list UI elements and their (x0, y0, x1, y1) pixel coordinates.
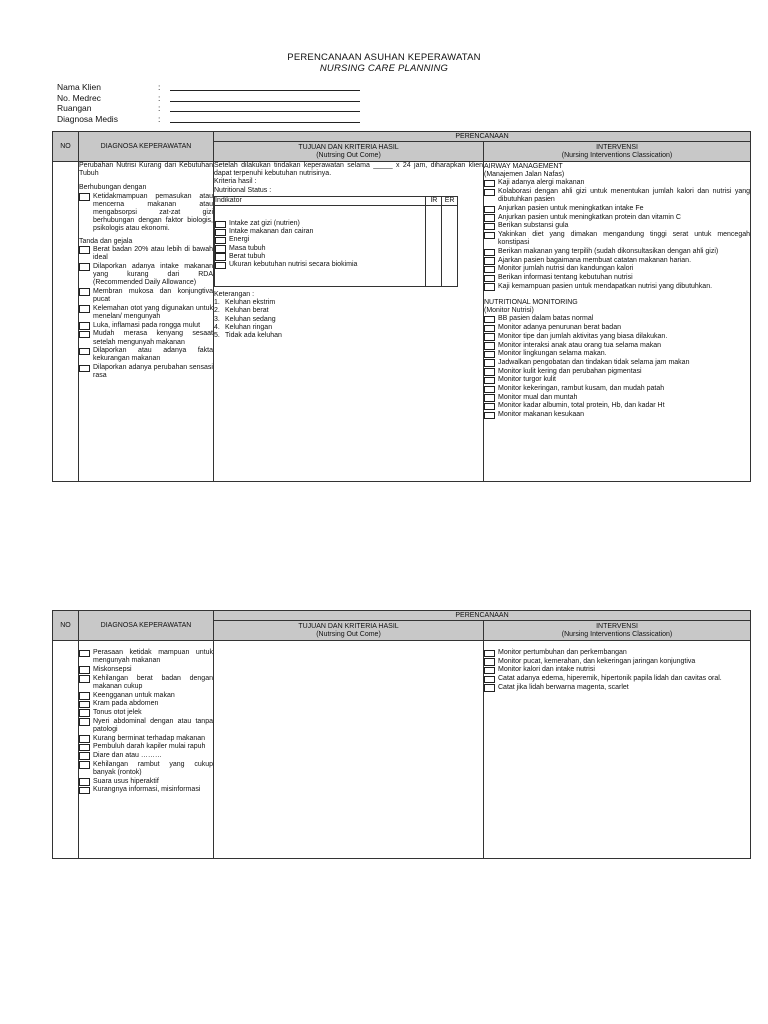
checkbox-item[interactable] (484, 368, 750, 376)
checkbox[interactable] (484, 232, 495, 240)
cell-diagnosa (79, 162, 214, 482)
checkbox-label: Tonus otot jelek (93, 708, 142, 716)
checkbox-item[interactable] (79, 778, 213, 786)
checkbox[interactable] (484, 223, 495, 231)
checkbox[interactable] (79, 718, 90, 726)
checkbox-item[interactable] (79, 246, 213, 262)
indicator-label: Intake makanan dan cairan (229, 228, 314, 236)
keterangan-text: Keluhan ekstrim (225, 299, 276, 307)
checkbox[interactable] (484, 342, 495, 350)
header-intervensi (484, 142, 751, 162)
checkbox-item[interactable] (484, 675, 750, 683)
checkbox-label: Kurang berminat terhadap makanan (93, 734, 206, 742)
checkbox[interactable] (484, 667, 495, 675)
checkbox-item[interactable] (79, 649, 213, 665)
checkbox[interactable] (484, 359, 495, 367)
checkbox[interactable] (484, 684, 495, 692)
checkbox[interactable] (484, 266, 495, 274)
checkbox-item[interactable] (79, 786, 213, 794)
checkbox-label: Monitor pucat, kemerahan, dan kekeringan jaringan konjungtiva (498, 657, 696, 665)
checkbox[interactable] (79, 288, 90, 296)
patient-field-ruangan (57, 103, 360, 114)
keterangan-list (214, 299, 483, 340)
checkbox-item[interactable] (484, 658, 750, 666)
checkbox[interactable] (484, 386, 495, 394)
checkbox[interactable] (215, 253, 226, 261)
checkbox-item[interactable] (484, 265, 750, 273)
tujuan-intro: Setelah dilakukan tindakan keperawatan selama _____ x 24 jam, diharapkan klien dapat terpenuhi kebutuhan nutrisinya. (214, 162, 483, 178)
indicator-label: Masa tubuh (229, 244, 266, 252)
checkbox-item[interactable] (79, 700, 213, 708)
keterangan-num: 4. (214, 323, 220, 331)
tanda-label: Tanda dan gejala (79, 237, 133, 245)
checkbox[interactable] (484, 377, 495, 385)
keterangan-num: 3. (214, 315, 220, 323)
checkbox[interactable] (484, 214, 495, 222)
checkbox[interactable] (79, 761, 90, 769)
checkbox-item[interactable] (79, 364, 213, 380)
field-label: Diagnosa Medis (57, 113, 118, 124)
checkbox[interactable] (79, 752, 90, 760)
checkbox[interactable] (79, 246, 90, 254)
keterangan-item (214, 299, 483, 307)
checkbox-label: Monitor mual dan muntah (498, 393, 578, 401)
checkbox-label: Anjurkan pasien untuk meningkatkan intake Fe (498, 205, 644, 213)
checkbox-item[interactable] (79, 675, 213, 691)
checkbox[interactable] (79, 666, 90, 674)
ir-header: IR (426, 196, 442, 205)
header-tujuan-sub: (Nutrsing Out Come) (316, 151, 381, 159)
checkbox[interactable] (484, 249, 495, 257)
checkbox-label: Kehilangan rambut yang cukup banyak (rontok) (93, 760, 213, 776)
checkbox[interactable] (484, 283, 495, 291)
cell-tujuan[interactable] (214, 641, 484, 859)
checkbox[interactable] (484, 257, 495, 265)
field-colon: : (158, 92, 161, 103)
patient-field-diagnosa-medis (57, 114, 360, 125)
checkbox[interactable] (484, 650, 495, 658)
checkbox[interactable] (215, 262, 226, 270)
checkbox[interactable] (484, 658, 495, 666)
checkbox[interactable] (79, 322, 90, 330)
indicator-item[interactable] (215, 220, 425, 228)
keterangan-item (214, 307, 483, 315)
checkbox-label: Perasaan ketidak mampuan untuk mengunyah makanan (93, 649, 213, 665)
checkbox-item[interactable] (79, 752, 213, 760)
checkbox-label: Kurangnya informasi, misinformasi (93, 786, 201, 794)
patient-field-nama (57, 82, 360, 93)
checkbox[interactable] (484, 206, 495, 214)
checkbox[interactable] (215, 245, 226, 253)
checkbox-label: Miskonsepsi (93, 665, 132, 673)
header-intervensi (484, 621, 751, 641)
checkbox[interactable] (79, 263, 90, 271)
header-tujuan-title: TUJUAN DAN KRITERIA HASIL (298, 622, 399, 630)
checkbox-label: Anjurkan pasien untuk meningkatkan protein dan vitamin C (498, 213, 681, 221)
checkbox-item[interactable] (484, 394, 750, 402)
checkbox[interactable] (484, 189, 495, 197)
header-diagnosa: DIAGNOSA KEPERAWATAN (79, 132, 214, 162)
checkbox-label: Monitor adanya penurunan berat badan (498, 324, 621, 332)
header-no: NO (53, 132, 79, 162)
checkbox-label: Monitor makanan kesukaan (498, 411, 584, 419)
kriteria-label: Kriteria hasil : (214, 178, 257, 186)
keterangan-item (214, 324, 483, 332)
ir-cell[interactable] (426, 206, 442, 287)
cell-no (53, 162, 79, 482)
header-tujuan (214, 621, 484, 641)
checkbox-label: Kaji adanya alergi makanan (498, 179, 585, 187)
field-label: Ruangan (57, 103, 92, 113)
checkbox[interactable] (79, 348, 90, 356)
indicator-header: Indikator (215, 196, 426, 205)
checkbox[interactable] (79, 709, 90, 717)
checkbox-label: Suara usus hiperaktif (93, 777, 159, 785)
checkbox[interactable] (79, 193, 90, 201)
field-colon: : (158, 103, 161, 113)
header-intervensi-sub: (Nursing Interventions Classication) (561, 151, 673, 159)
checkbox[interactable] (215, 229, 226, 237)
checkbox[interactable] (484, 368, 495, 376)
checkbox-item[interactable] (484, 222, 750, 230)
checkbox-item[interactable] (484, 402, 750, 410)
header-no: NO (53, 611, 79, 641)
checkbox[interactable] (484, 676, 495, 684)
indicator-label: Energi (229, 236, 250, 244)
checkbox-item[interactable] (79, 735, 213, 743)
blank-line (170, 82, 360, 91)
er-cell[interactable] (442, 206, 458, 287)
checkbox-label: Luka, inflamasi pada rongga mulut (93, 321, 201, 329)
checkbox-item[interactable] (484, 376, 750, 384)
checkbox[interactable] (79, 650, 90, 658)
checkbox-item[interactable] (79, 347, 213, 363)
checkbox[interactable] (484, 394, 495, 402)
checkbox[interactable] (79, 331, 90, 339)
checkbox-label: Monitor kalori dan intake nutrisi (498, 666, 595, 674)
indicator-item[interactable] (215, 245, 425, 253)
checkbox-item[interactable] (79, 743, 213, 751)
cell-no (53, 641, 79, 859)
keterangan-text: Keluhan sedang (225, 315, 276, 323)
field-colon: : (158, 113, 161, 124)
checkbox-item[interactable] (484, 411, 750, 419)
checkbox-item[interactable] (484, 649, 750, 657)
er-header: ER (442, 196, 458, 205)
checkbox[interactable] (79, 778, 90, 786)
checkbox-item[interactable] (484, 359, 750, 367)
checkbox-label: Monitor kadar albumin, total protein, Hb, dan kadar Ht (498, 402, 665, 410)
checkbox-label: Dilaporkan adanya intake makanan yang kurang dari RDA (Recommended Daily Allowance) (93, 262, 213, 287)
checkbox-label: Kram pada abdomen (93, 700, 159, 708)
indicator-table (214, 196, 458, 287)
status-label: Nutritional Status : (214, 186, 272, 194)
checkbox-item[interactable] (79, 288, 213, 304)
checkbox[interactable] (79, 744, 90, 752)
checkbox-label: Ajarkan pasien bagaimana membuat catatan makanan harian. (498, 256, 692, 264)
checkbox-item[interactable] (79, 263, 213, 288)
cell-intervensi (484, 162, 751, 482)
keterangan-num: 5. (214, 332, 220, 340)
checkbox-item[interactable] (484, 283, 750, 291)
indicator-list (215, 206, 426, 287)
checkbox-item[interactable] (79, 692, 213, 700)
checkbox-label: Berikan makanan yang terpilih (sudah dikonsultasikan dengan ahli gizi) (498, 248, 719, 256)
checkbox-label: Jadwalkan pengobatan dan tindakan tidak selama jam makan (498, 358, 690, 366)
indicator-label: Ukuran kebutuhan nutrisi secara biokimia (229, 261, 358, 269)
checkbox-item[interactable] (79, 718, 213, 734)
checkbox[interactable] (79, 787, 90, 795)
checkbox-label: Nyeri abdominal dengan atau tanpa patologi (93, 717, 213, 733)
checkbox[interactable] (79, 692, 90, 700)
checkbox[interactable] (79, 365, 90, 373)
cell-diagnosa (79, 641, 214, 859)
berhubungan-label: Berhubungan dengan (79, 184, 147, 192)
checkbox-item[interactable] (484, 684, 750, 692)
keterangan-item (214, 316, 483, 324)
keterangan-num: 2. (214, 307, 220, 315)
checkbox-item[interactable] (79, 709, 213, 717)
checkbox[interactable] (79, 675, 90, 683)
header-diagnosa: DIAGNOSA KEPERAWATAN (79, 611, 214, 641)
field-label: No. Medrec (57, 92, 101, 103)
header-perencanaan: PERENCANAAN (214, 132, 751, 142)
checkbox-item[interactable] (484, 274, 750, 282)
cell-tujuan (214, 162, 484, 482)
indicator-label: Intake zat gizi (nutrien) (229, 220, 300, 228)
blank-line (170, 103, 360, 112)
care-plan-table-1 (52, 131, 751, 482)
checkbox[interactable] (484, 316, 495, 324)
checkbox-label: Dilaporkan atau adanya fakta kekurangan makanan (93, 347, 213, 363)
airway-management-title: AIRWAY MANAGEMENT (484, 163, 563, 170)
checkbox[interactable] (215, 237, 226, 245)
blank-line (170, 114, 360, 123)
checkbox-label: Catat jika lidah berwarna magenta, scarlet (498, 683, 629, 691)
indicator-item[interactable] (215, 236, 425, 244)
checkbox-item[interactable] (79, 666, 213, 674)
checkbox-item[interactable] (79, 322, 213, 330)
checkbox-item[interactable] (484, 179, 750, 187)
checkbox-label: BB pasien dalam batas normal (498, 315, 594, 323)
checkbox-label: Dilaporkan adanya perubahan sensasi rasa (93, 364, 213, 380)
patient-field-medrec (57, 93, 360, 104)
checkbox-item[interactable] (79, 193, 213, 234)
checkbox-item[interactable] (484, 205, 750, 213)
checkbox-label: Monitor jumlah nutrisi dan kandungan kalori (498, 265, 634, 273)
checkbox-label: Ketidakmampuan pemasukan atau mencerna makanan atau mengabsorpsi zat-zat gizi berhubungan dengan faktor biologis, psikologis atau ekonomi. (93, 192, 213, 233)
cell-intervensi (484, 641, 751, 859)
checkbox-item[interactable] (484, 231, 750, 247)
checkbox[interactable] (484, 351, 495, 359)
checkbox[interactable] (79, 735, 90, 743)
checkbox-label: Kolaborasi dengan ahli gizi untuk menentukan jumlah kalori dan nutrisi yang dibutuhkan pasien (498, 188, 751, 204)
checkbox-label: Pembuluh darah kapiler mulai rapuh (93, 743, 206, 751)
checkbox-label: Monitor turgor kulit (498, 376, 556, 384)
checkbox-label: Catat adanya edema, hiperemik, hipertonik papila lidah dan cavitas oral. (498, 675, 722, 683)
checkbox-label: Kaji kemampuan pasien untuk mendapatkan nutrisi yang dibutuhkan. (498, 282, 713, 290)
keterangan-label: Keterangan : (214, 291, 255, 299)
checkbox-label: Berat badan 20% atau lebih di bawah ideal (93, 245, 213, 262)
header-intervensi-sub: (Nursing Interventions Classication) (561, 630, 673, 638)
checkbox-item[interactable] (484, 342, 750, 350)
checkbox[interactable] (484, 403, 495, 411)
checkbox-label: Kelemahan otot yang digunakan untuk menelan/ mengunyah (93, 304, 213, 320)
header-intervensi-title: INTERVENSI (596, 143, 638, 151)
keterangan-text: Keluhan berat (225, 307, 269, 315)
indicator-label: Berat tubuh (229, 252, 266, 260)
header-tujuan (214, 142, 484, 162)
checkbox-item[interactable] (484, 257, 750, 265)
care-plan-table-2 (52, 610, 751, 859)
header-tujuan-sub: (Nutrsing Out Come) (316, 630, 381, 638)
checkbox-label: Monitor kulit kering dan perubahan pigmentasi (498, 367, 642, 375)
indicator-item[interactable] (215, 228, 425, 236)
checkbox-label: Monitor tipe dan jumlah aktivitas yang biasa dilakukan. (498, 332, 668, 340)
checkbox-item[interactable] (484, 248, 750, 256)
header-intervensi-title: INTERVENSI (596, 622, 638, 630)
checkbox[interactable] (484, 333, 495, 341)
keterangan-item (214, 332, 483, 340)
checkbox-item[interactable] (484, 385, 750, 393)
checkbox[interactable] (484, 180, 495, 188)
checkbox-item[interactable] (484, 315, 750, 323)
checkbox-label: Membran mukosa dan konjungtiva pucat (93, 287, 213, 304)
checkbox[interactable] (215, 221, 226, 229)
keterangan-num: 1. (214, 299, 220, 307)
header-perencanaan: PERENCANAAN (214, 611, 751, 621)
checkbox-label: Mudah merasa kenyang sesaat setelah mengunyah makanan (93, 330, 213, 346)
checkbox-item[interactable] (79, 305, 213, 321)
keterangan-text: Tidak ada keluhan (225, 332, 282, 340)
checkbox[interactable] (484, 325, 495, 333)
diagnosa-intro: Perubahan Nutrisi Kurang dari Kebutuhan Tubuh (79, 162, 213, 178)
patient-info (57, 82, 360, 124)
indicator-item[interactable] (215, 261, 425, 269)
checkbox-label: Yakinkan diet yang dimakan mengandung tinggi serat untuk mencegah konstipasi (498, 231, 751, 247)
blank-line (170, 93, 360, 102)
checkbox[interactable] (79, 701, 90, 709)
checkbox-item[interactable] (484, 350, 750, 358)
nutritional-monitoring-title: NUTRITIONAL MONITORING (484, 299, 578, 307)
checkbox-item[interactable] (484, 333, 750, 341)
checkbox-item[interactable] (484, 188, 750, 204)
field-colon: : (158, 82, 161, 92)
checkbox-label: Diare dan atau ……… (93, 751, 162, 759)
checkbox-label: Kehilangan berat badan dengan makanan cukup (93, 674, 213, 690)
checkbox-item[interactable] (484, 324, 750, 332)
header-tujuan-title: TUJUAN DAN KRITERIA HASIL (298, 143, 399, 151)
page-title: PERENCANAAN ASUHAN KEPERAWATAN (287, 52, 481, 63)
nutritional-monitoring-sub: (Monitor Nutrisi) (484, 307, 534, 315)
page-subtitle: NURSING CARE PLANNING (319, 63, 449, 74)
keterangan-text: Keluhan ringan (225, 323, 273, 331)
field-label: Nama Klien (57, 82, 101, 92)
checkbox-label: Keengganan untuk makan (93, 691, 175, 699)
checkbox-label: Berikan substansi gula (498, 222, 569, 230)
checkbox-label: Monitor interaksi anak atau orang tua selama makan (498, 341, 662, 349)
checkbox-item[interactable] (79, 761, 213, 777)
checkbox[interactable] (484, 412, 495, 420)
checkbox-item[interactable] (484, 666, 750, 674)
checkbox-label: Monitor pertumbuhan dan perkembangan (498, 649, 627, 656)
checkbox-label: Monitor lingkungan selama makan. (498, 350, 607, 358)
checkbox[interactable] (484, 275, 495, 283)
indicator-item[interactable] (215, 253, 425, 261)
checkbox-label: Monitor kekeringan, rambut kusam, dan mudah patah (498, 385, 665, 393)
checkbox-item[interactable] (79, 330, 213, 346)
checkbox-item[interactable] (484, 214, 750, 222)
airway-management-sub: (Manajemen Jalan Nafas) (484, 171, 565, 179)
checkbox-label: Berikan informasi tentang kebutuhan nutrisi (498, 274, 633, 282)
checkbox[interactable] (79, 305, 90, 313)
